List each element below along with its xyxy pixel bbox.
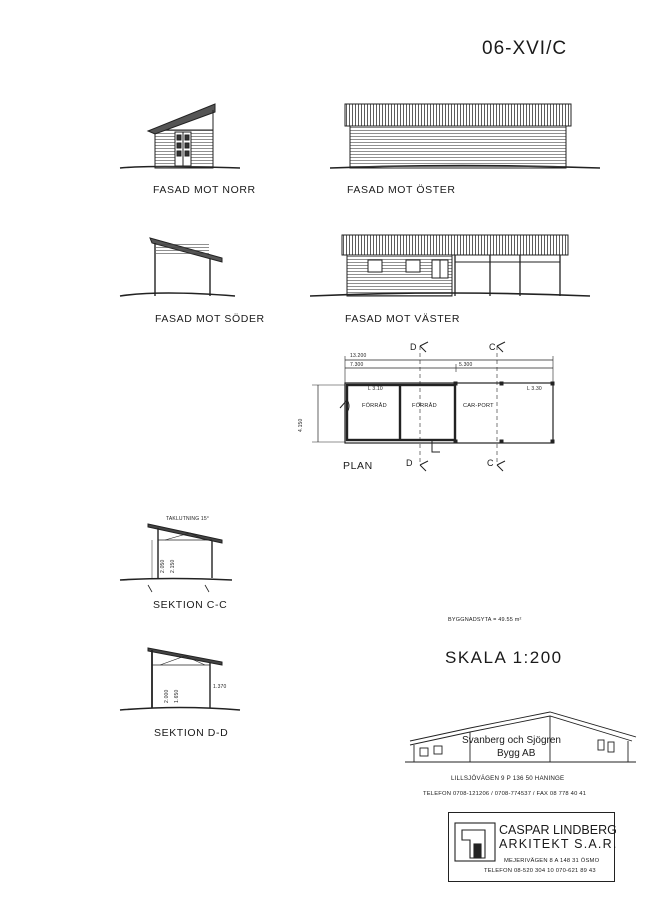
building-area-note: BYGGNADSYTA = 49.55 m² (448, 617, 522, 623)
scale-label: SKALA 1:200 (445, 648, 563, 667)
section-dd-dim-3: 1.370 (213, 684, 227, 690)
section-cc-label: SEKTION C-C (153, 599, 228, 611)
architect-name-line-2: ARKITEKT S.A.R. (499, 837, 618, 851)
plan-note-2: L 3.30 (527, 386, 542, 392)
plan-dim-total: 13.200 (350, 353, 367, 359)
builder-address: LILLSJÖVÄGEN 9 P 136 50 HANINGE (451, 775, 565, 782)
architect-name-line-1: CASPAR LINDBERG (499, 823, 617, 837)
section-mark-d-bottom: D (406, 458, 413, 468)
plan-room-storage-2: FÖRRÅD (412, 403, 437, 409)
builder-phone: TELEFON 0708-121206 / 0708-774537 / FAX 08 778 40 41 (423, 791, 587, 797)
plan-room-carport: CAR-PORT (463, 403, 494, 409)
plan-dim-b: 5.300 (459, 362, 473, 368)
plan-dim-depth: 4.150 (298, 418, 304, 432)
south-facade-label: FASAD MOT SÖDER (155, 313, 265, 325)
section-mark-c-top: C (489, 342, 496, 352)
north-facade-label: FASAD MOT NORR (153, 184, 256, 196)
section-cc-dim-2: 2.150 (170, 559, 176, 573)
builder-name-line-2: Bygg AB (497, 748, 536, 759)
section-mark-d-top: D (410, 342, 417, 352)
architect-phone: TELEFON 08-520 304 10 070-621 89 43 (484, 868, 596, 874)
plan-note-1: L 3.10 (368, 386, 383, 392)
section-mark-c-bottom: C (487, 458, 494, 468)
section-cc-roof-note: TAKLUTNING 15° (166, 516, 210, 522)
section-dd-dim-2: 1.650 (174, 689, 180, 703)
plan-room-storage-1: FÖRRÅD (362, 403, 387, 409)
plan-dim-a: 7.300 (350, 362, 364, 368)
plan-label: PLAN (343, 460, 373, 472)
drawing-number: 06-XVI/C (482, 38, 568, 59)
section-dd-dim-1: 2.000 (164, 689, 170, 703)
section-dd-label: SEKTION D-D (154, 727, 229, 739)
east-facade-label: FASAD MOT ÖSTER (347, 184, 456, 196)
west-facade-label: FASAD MOT VÄSTER (345, 313, 461, 325)
architect-address: MEJERIVÄGEN 8 A 148 31 ÖSMO (504, 858, 600, 864)
section-cc-dim-1: 2.050 (160, 559, 166, 573)
builder-name-line-1: Svanberg och Sjögren (462, 735, 561, 746)
